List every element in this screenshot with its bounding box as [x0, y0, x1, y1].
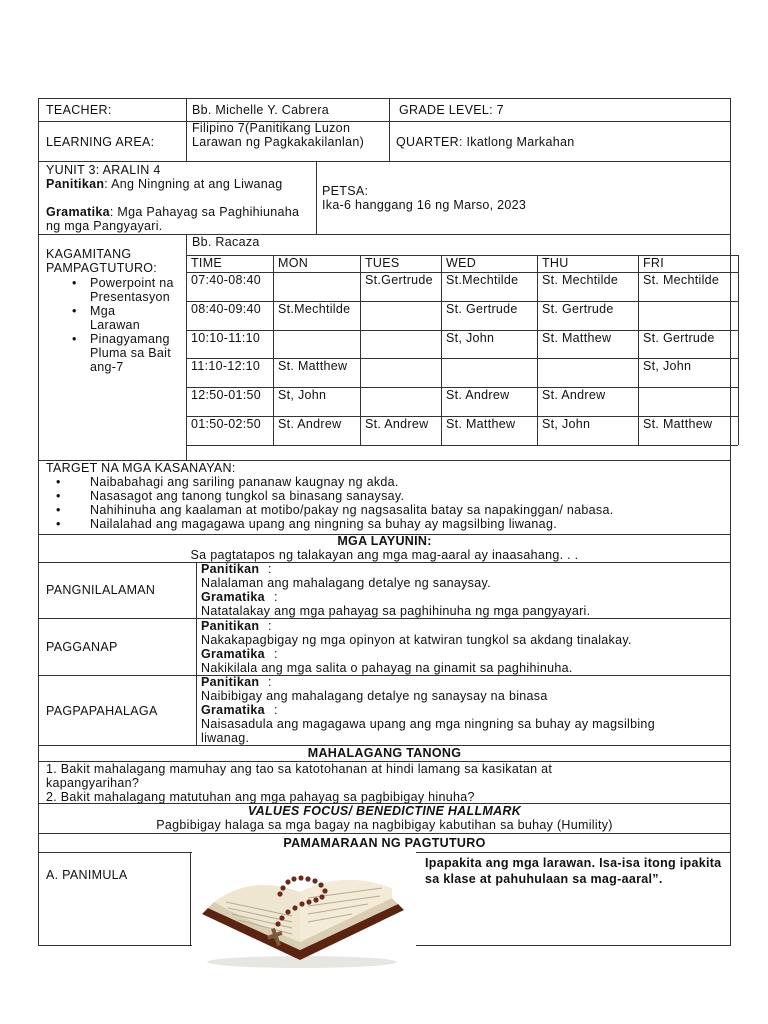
values-text: Pagbibigay halaga sa mga bagay na nagbibigay kabutihan sa buhay (Humility) — [156, 818, 613, 832]
layunin-intro: Sa pagtatapos ng talakayan ang mga mag-aaral ay inaasahang. . . — [190, 548, 579, 562]
schedule-cell: St.Gertrude — [365, 273, 433, 287]
gramatika-line — [46, 205, 312, 233]
tanong-q2: 2. Bakit mahalagang matutuhan ang mga pahayag sa pagbibigay hinuha? — [46, 790, 475, 804]
schedule-cell: St, John — [542, 417, 591, 431]
schedule-header: FRI — [643, 256, 665, 270]
schedule-cell: St. Gertrude — [643, 331, 715, 345]
schedule-cell: 12:50-01:50 — [191, 388, 262, 402]
schedule-teacher: Bb. Racaza — [192, 235, 260, 249]
row-gramatika-text: Natatalakay ang mga pahayag sa paghihinuha ng mga pangyayari. — [201, 604, 591, 618]
targets-list — [48, 475, 728, 531]
gramatika-label: Gramatika — [46, 205, 110, 219]
panitikan-value: : Ang Ningning at ang Liwanag — [104, 177, 283, 191]
grid-line — [186, 255, 187, 445]
row-panitikan-label: Panitikan — [201, 562, 260, 576]
schedule-cell: St. Gertrude — [446, 302, 518, 316]
schedule-cell: St, John — [446, 331, 495, 345]
schedule-header: MON — [278, 256, 309, 270]
panitikan-line — [46, 177, 312, 191]
grid-line — [186, 445, 738, 446]
row-panitikan-text: Nakakapagbigay ng mga opinyon at katwiran tungkol sa akdang tinalakay. — [201, 633, 632, 647]
tanong-heading: MAHALAGANG TANONG — [307, 746, 462, 760]
row-gramatika-label: Gramatika — [201, 590, 265, 604]
gramatika-value: : Mga Pahayag sa Paghihiunaha ng mga Pangyayari. — [46, 205, 300, 233]
values-heading: VALUES FOCUS/ BENEDICTINE HALLMARK — [247, 804, 522, 818]
list-item: • Pinagyamang Pluma sa Baitang-7 — [64, 332, 174, 374]
layunin-heading: MGA LAYUNIN: — [337, 534, 432, 548]
schedule-cell: St. Gertrude — [542, 302, 614, 316]
schedule-cell: St, John — [278, 388, 327, 402]
unit-title: YUNIT 3: ARALIN 4 — [46, 163, 161, 177]
materials-list — [64, 276, 184, 374]
row-panitikan-label: Panitikan — [201, 619, 260, 633]
grid-line — [273, 255, 274, 445]
panimula-label: A. PANIMULA — [46, 868, 128, 882]
bible-rosary-image — [192, 852, 416, 974]
schedule-cell: St. Andrew — [446, 388, 510, 402]
schedule-cell: St. Matthew — [643, 417, 713, 431]
grid-line — [537, 255, 538, 445]
row-panitikan-label: Panitikan — [201, 675, 260, 689]
list-item: • Nasasagot ang tanong tungkol sa binasang sanaysay. — [48, 489, 728, 503]
schedule-header: WED — [446, 256, 477, 270]
teacher-value: Bb. Michelle Y. Cabrera — [192, 103, 330, 117]
row-gramatika-text: Nakikilala ang mga salita o pahayag na ginamit sa paghihinuha. — [201, 661, 573, 675]
row-panitikan-text: Nalalaman ang mahalagang detalye ng sanaysay. — [201, 576, 491, 590]
schedule-cell: St.Mechtilde — [446, 273, 519, 287]
row-panitikan-text: Naibibigay ang mahalagang detalye ng sanaysay na binasa — [201, 689, 548, 703]
list-item: • Mga Larawan — [64, 304, 160, 332]
list-item: • Powerpoint na Presentasyon — [64, 276, 174, 304]
layunin-row-label: PANGNILALAMAN — [46, 583, 156, 597]
tanong-q1: 1. Bakit mahalagang mamuhay ang tao sa katotohanan at hindi lamang sa kasikatan at kapangyarihan? — [46, 762, 553, 790]
list-item: • Naibabahagi ang sariling pananaw kaugnay ng akda. — [48, 475, 728, 489]
grade-level: GRADE LEVEL: 7 — [399, 103, 504, 117]
schedule-cell: St. Mechtilde — [542, 273, 619, 287]
learning-area-label: LEARNING AREA: — [46, 135, 155, 149]
row-gramatika-label: Gramatika — [201, 703, 265, 717]
schedule-cell: 11:10-12:10 — [191, 359, 261, 373]
schedule-cell: St. Andrew — [542, 388, 606, 402]
schedule-cell: 07:40-08:40 — [191, 273, 262, 287]
grid-line — [738, 255, 739, 445]
learning-area-value: Filipino 7(Panitikang Luzon Larawan ng Pagkakakilanlan) — [192, 121, 365, 149]
row-gramatika-text: Naisasadula ang magagawa upang ang mga ningning sa buhay ay magsilbing liwanag. — [201, 717, 655, 745]
layunin-row-label: PAGGANAP — [46, 640, 118, 654]
teacher-label: TEACHER: — [46, 103, 112, 117]
schedule-cell: 01:50-02:50 — [191, 417, 262, 431]
list-item: • Nailalahad ang magagawa upang ang ningning sa buhay ay magsilbing liwanag. — [48, 517, 728, 531]
targets-label: TARGET NA MGA KASANAYAN: — [46, 461, 236, 475]
grid-line — [360, 255, 361, 445]
materials-label: KAGAMITANG PAMPAGTUTURO: — [46, 247, 158, 275]
list-item: • Nahihinuha ang kaalaman at motibo/pakay ng nagsasalita batay sa napakinggan/ nabasa. — [48, 503, 728, 517]
schedule-header: THU — [542, 256, 569, 270]
quarter: QUARTER: Ikatlong Markahan — [396, 135, 575, 149]
schedule-cell: St. Matthew — [446, 417, 516, 431]
panitikan-label: Panitikan — [46, 177, 105, 191]
schedule-cell: St. Andrew — [365, 417, 429, 431]
panimula-instruction: Ipapakita ang mga larawan. Isa-isa itong ipakita sa klase at pahuhulaan sa mag-aaral”. — [425, 856, 722, 886]
schedule-cell: 08:40-09:40 — [191, 302, 262, 316]
schedule-cell: St. Matthew — [278, 359, 348, 373]
schedule-header: TUES — [365, 256, 400, 270]
schedule-cell: St. Mechtilde — [643, 273, 720, 287]
grid-line — [638, 255, 639, 445]
schedule-cell: St. Matthew — [542, 331, 612, 345]
schedule-cell: St, John — [643, 359, 692, 373]
petsa-label: PETSA: — [322, 184, 369, 198]
layunin-row-label: PAGPAPAHALAGA — [46, 704, 158, 718]
petsa-value: Ika-6 hanggang 16 ng Marso, 2023 — [322, 198, 527, 212]
grid-line — [441, 255, 442, 445]
schedule-header: TIME — [191, 256, 223, 270]
pamamaraan-heading: PAMAMARAAN NG PAGTUTURO — [283, 836, 486, 850]
row-gramatika-label: Gramatika — [201, 647, 265, 661]
schedule-cell: 10:10-11:10 — [191, 331, 261, 345]
schedule-cell: St. Andrew — [278, 417, 342, 431]
schedule-cell: St.Mechtilde — [278, 302, 351, 316]
